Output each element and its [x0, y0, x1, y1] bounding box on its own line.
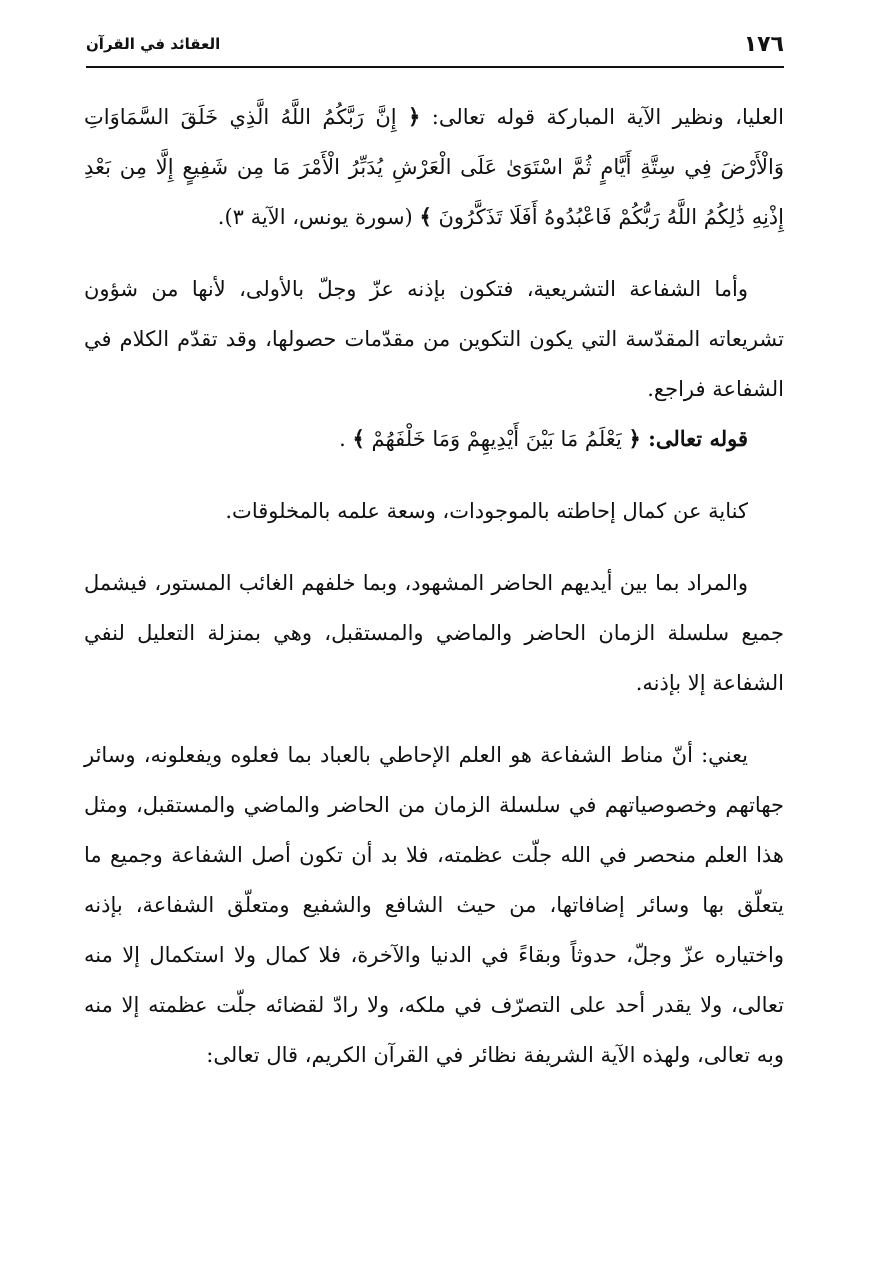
quran-close-bracket: ﴾ [419, 204, 432, 229]
verse-heading: قوله تعالى: [640, 426, 748, 451]
header-divider [86, 66, 784, 68]
verse-citation: (سورة يونس، الآية ٣). [217, 205, 413, 229]
paragraph-3 [84, 414, 784, 464]
quran-verse-heading: يَعْلَمُ مَا بَيْنَ أَيْدِيهِمْ وَمَا خَلْفَهُمْ [371, 427, 622, 451]
paragraph-gap [84, 242, 784, 264]
book-title: العقائد في القرآن [86, 35, 221, 53]
paragraph-5: والمراد بما بين أيديهم الحاضر المشهود، وبما خلفهم الغائب المستور، فيشمل جميع سلسلة الزمان الحاضر والماضي والمستقبل، وهي بمنزلة التعليل لنفي الشفاعة إلا بإذنه. [84, 571, 784, 695]
quran-open-bracket: ﴿ [408, 104, 421, 129]
paragraph-6: يعني: أنّ مناط الشفاعة هو العلم الإحاطي بالعباد بما فعلوه ويفعلونه، وسائر جهاتهم وخصوصياتهم في سلسلة الزمان من الحاضر والماضي والمستقبل، ومثل هذا العلم منحصر في الله جلّت عظمته، فلا بد أن تكون أصل الشفاعة وجميع ما يتعلّق بها وسائر إضافاتها، من حيث الشافع والشفيع ومتعلّق الشفاعة، بإذنه واختياره عزّ وجلّ، حدوثاً وبقاءً في الدنيا والآخرة، فلا كمال ولا استكمال إلا منه تعالى، ولا يقدر أحد على التصرّف في ملكه، ولا رادّ لقضائه جلّت عظمته إلا منه وبه تعالى، ولهذه الآية الشريفة نظائر في القرآن الكريم، قال تعالى: [84, 743, 784, 1067]
paragraph-2: وأما الشفاعة التشريعية، فتكون بإذنه عزّ وجلّ بالأولى، لأنها من شؤون تشريعاته المقدّسة التي يكون التكوين من مقدّمات حصولها، وقد تقدّم الكلام في الشفاعة فراجع. [84, 277, 784, 401]
heading-end: . [339, 427, 346, 451]
quran-open-bracket: ﴿ [628, 426, 641, 451]
running-header [86, 26, 784, 62]
quran-close-bracket: ﴾ [352, 426, 365, 451]
page-number: ١٧٦ [743, 31, 784, 57]
paragraph-gap [84, 536, 784, 558]
paragraph-1 [84, 92, 784, 242]
paragraph-4: كناية عن كمال إحاطته بالموجودات، وسعة علمه بالمخلوقات. [225, 499, 748, 523]
paragraph-1-intro: العليا، ونظير الآية المباركة قوله تعالى: [420, 105, 784, 129]
quran-verse-yunus-3: إِنَّ رَبَّكُمُ اللَّهُ الَّذِي خَلَقَ السَّمَاوَاتِ وَالْأَرْضَ فِي سِتَّةِ أَيَّامٍ ثُمَّ اسْتَوَىٰ عَلَى الْعَرْشِ يُدَبِّرُ الْأَمْرَ مَا مِن شَفِيعٍ إِلَّا مِن بَعْدِ إِذْنِهِ ذَٰلِكُمُ اللَّهُ رَبُّكُمْ فَاعْبُدُوهُ أَفَلَا تَذَكَّرُونَ [84, 105, 784, 229]
paragraph-gap [84, 708, 784, 730]
paragraph-gap [84, 464, 784, 486]
page-body [84, 92, 784, 1080]
